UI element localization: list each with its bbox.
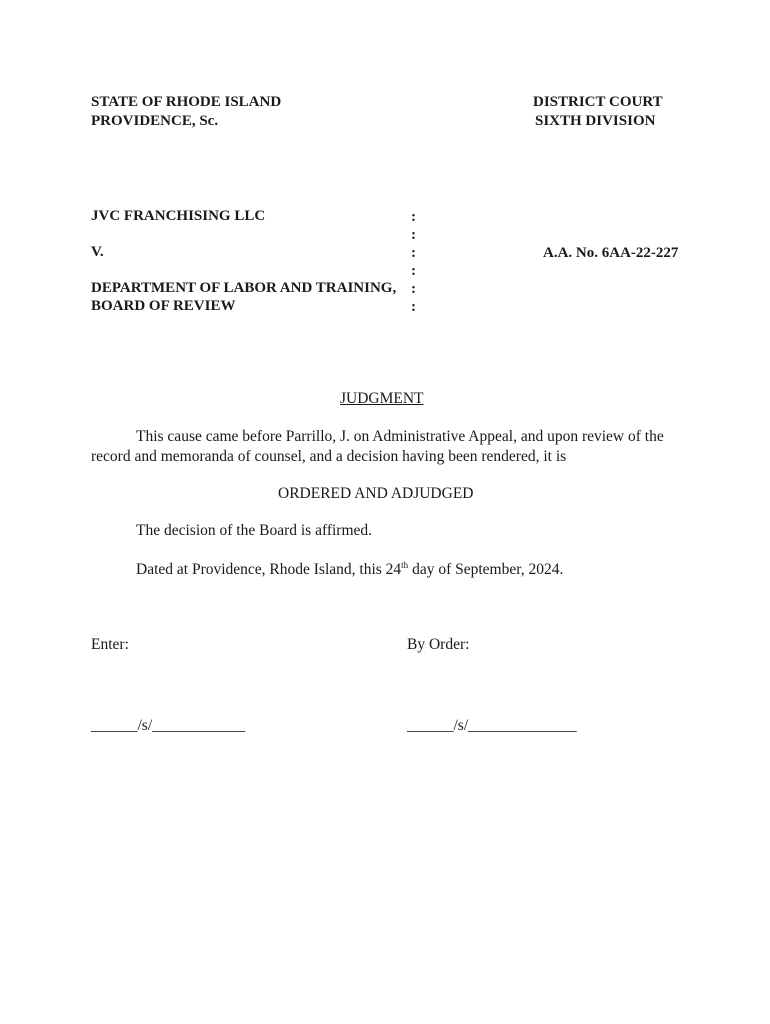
ordered-and-adjudged: ORDERED AND ADJUDGED xyxy=(278,485,474,502)
state-heading: STATE OF RHODE ISLAND xyxy=(91,94,282,110)
plaintiff-name: JVC FRANCHISING LLC xyxy=(91,208,266,224)
caption-colon: : xyxy=(411,209,416,225)
dated-ordinal: th xyxy=(401,559,409,570)
judge-signature-line: ______/s/____________ xyxy=(91,717,246,734)
dated-prefix: Dated at Providence, Rhode Island, this 24 xyxy=(136,561,402,578)
caption-colon: : xyxy=(411,245,416,261)
caption-colon: : xyxy=(411,263,416,279)
by-order-label: By Order: xyxy=(407,636,470,653)
body-paragraph-line-1: This cause came before Parrillo, J. on Administrative Appeal, and upon review of the xyxy=(136,428,664,445)
division-heading: SIXTH DIVISION xyxy=(535,113,656,129)
body-paragraph-line-2: record and memoranda of counsel, and a decision having been rendered, it is xyxy=(91,448,567,465)
dated-suffix: day of September, 2024. xyxy=(408,561,564,578)
caption-colon: : xyxy=(411,281,416,297)
caption-colon: : xyxy=(411,227,416,243)
dated-line xyxy=(136,560,563,580)
decision-statement: The decision of the Board is affirmed. xyxy=(136,522,373,539)
defendant-line-1: DEPARTMENT OF LABOR AND TRAINING, xyxy=(91,280,397,296)
versus-text: V. xyxy=(91,244,104,260)
caption-colon: : xyxy=(411,299,416,315)
judgment-title: JUDGMENT xyxy=(340,390,424,407)
defendant-line-2: BOARD OF REVIEW xyxy=(91,298,236,314)
court-heading: DISTRICT COURT xyxy=(533,94,663,110)
county-heading: PROVIDENCE, Sc. xyxy=(91,113,219,129)
case-number: A.A. No. 6AA-22-227 xyxy=(543,245,679,261)
enter-label: Enter: xyxy=(91,636,129,653)
clerk-signature-line: ______/s/______________ xyxy=(407,717,577,734)
